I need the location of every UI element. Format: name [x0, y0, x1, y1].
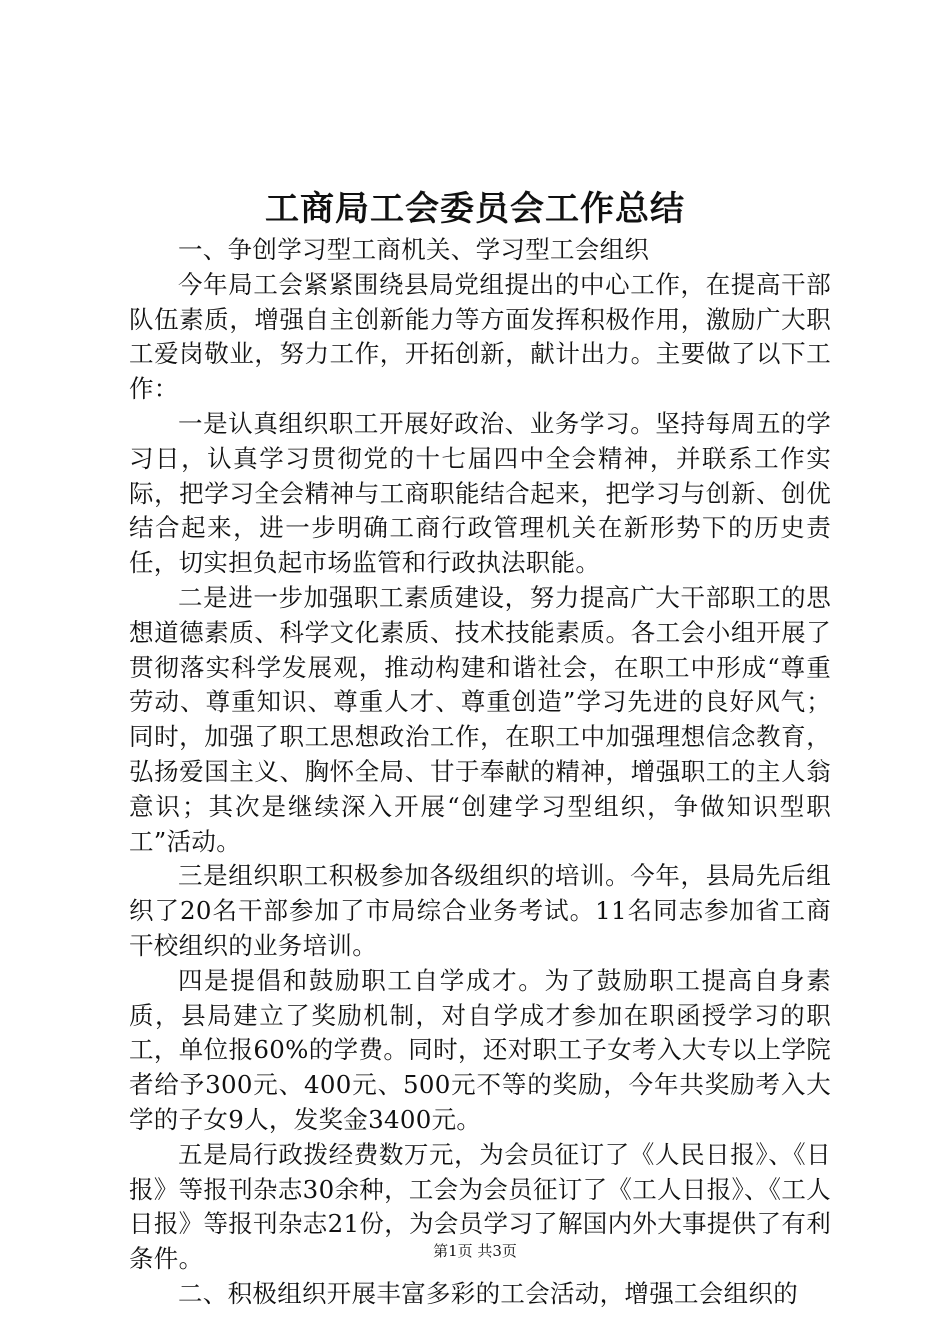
document-title: 工商局工会委员会工作总结	[265, 189, 685, 229]
page-footer: 第1页 共3页	[433, 1242, 517, 1260]
paragraph-item-1: 一是认真组织职工开展好政治、业务学习。坚持每周五的学习日，认真学习贯彻党的十七届四中全会精神，并联系工作实际，把学习全会精神与工商职能结合起来，把学习与创新、创优结合起来，进一步明确工商行政管理机关在新形势下的历史责任，切实担负起市场监管和行政执法职能。	[129, 408, 831, 578]
paragraph-item-4: 四是提倡和鼓励职工自学成才。为了鼓励职工提高自身素质，县局建立了奖励机制，对自学成才参加在职函授学习的职工，单位报60%的学费。同时，还对职工子女考入大专以上学院者给予300元、400元、500元不等的奖励，今年共奖励考入大学的子女9人，发奖金3400元。	[129, 965, 831, 1134]
paragraph-intro: 今年局工会紧紧围绕县局党组提出的中心工作，在提高干部队伍素质，增强自主创新能力等方面发挥积极作用，激励广大职工爱岗敬业，努力工作，开拓创新，献计出力。主要做了以下工作：	[129, 269, 831, 404]
section-heading-2: 二、积极组织开展丰富多彩的工会活动，增强工会组织的	[178, 1278, 798, 1308]
paragraph-item-2: 二是进一步加强职工素质建设，努力提高广大干部职工的思想道德素质、科学文化素质、技术技能素质。各工会小组开展了贯彻落实科学发展观，推动构建和谐社会，在职工中形成“尊重劳动、尊重知识、尊重人才、尊重创造”学习先进的良好风气；同时，加强了职工思想政治工作，在职工中加强理想信念教育，弘扬爱国主义、胸怀全局、甘于奉献的精神，增强职工的主人翁意识；其次是继续深入开展“创建学习型组织，争做知识型职工”活动。	[129, 582, 832, 856]
section-heading-1: 一、争创学习型工商机关、学习型工会组织	[178, 235, 650, 264]
document-body	[129, 233, 831, 1312]
paragraph-item-5: 五是局行政拨经费数万元，为会员征订了《人民日报》、《日报》等报刊杂志30余种，工会为会员征订了《工人日报》、《工人日报》等报刊杂志21份，为会员学习了解国内外大事提供了有利条件。	[129, 1139, 831, 1274]
paragraph-item-3: 三是组织职工积极参加各级组织的培训。今年，县局先后组织了20名干部参加了市局综合业务考试。11名同志参加省工商干校组织的业务培训。	[129, 861, 831, 960]
